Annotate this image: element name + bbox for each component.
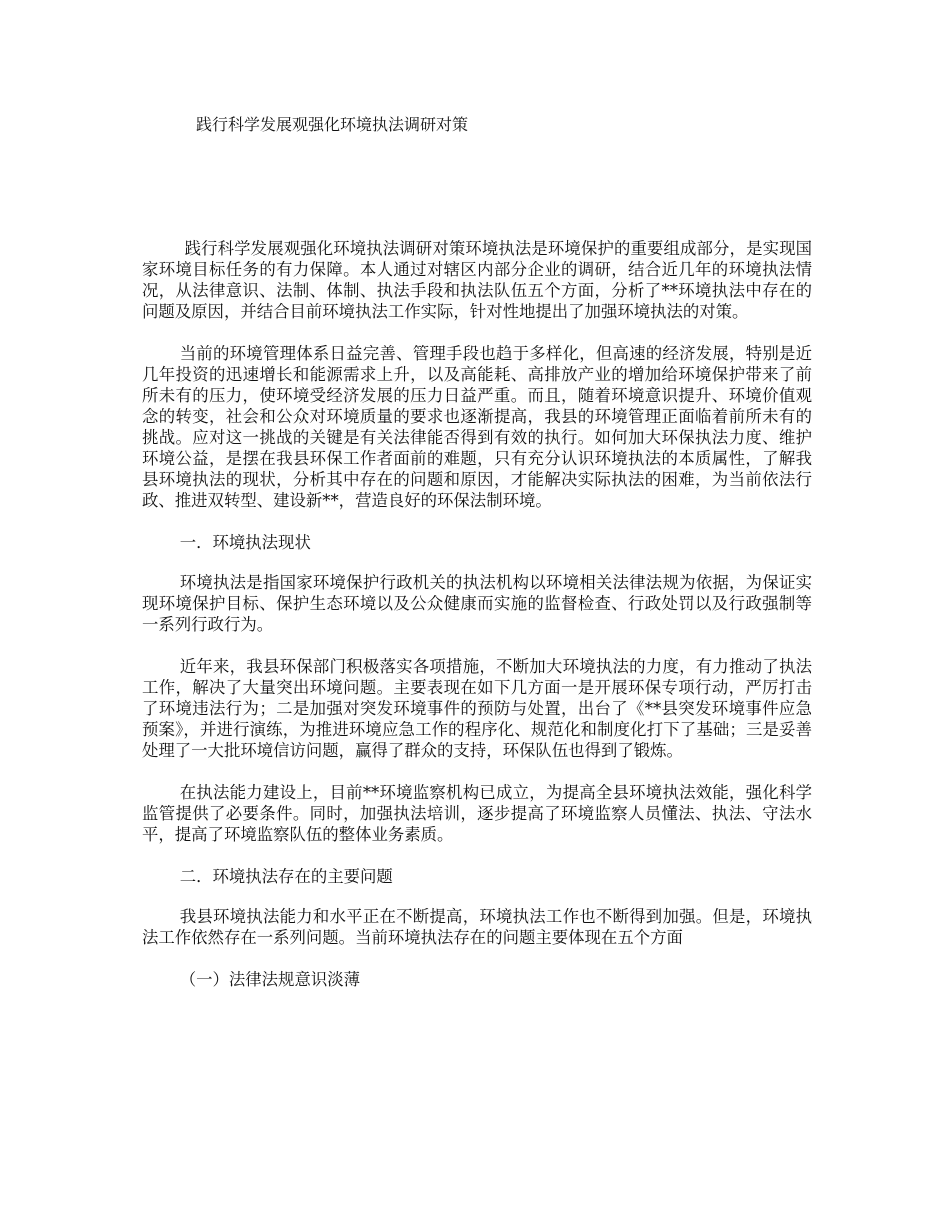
section-heading-problems: 二．环境执法存在的主要问题 [179,867,393,886]
document-title: 践行科学发展观强化环境执法调研对策 [196,115,469,134]
background-paragraph: 当前的环境管理体系日益完善、管理手段也趋于多样化，但高速的经济发展，特别是近几年投资的迅速增长和能源需求上升，以及高能耗、高排放产业的增加给环境保护带来了前所未有的压力，使环境受经济发展的压力日益严重。而且，随着环境意识提升、环境价值观念的转变，社会和公众对环境质量的要求也逐渐提高，我县的环境管理正面临着前所未有的挑战。应对这一挑战的关键是有关法律能否得到有效的执行。如何加大环保执法力度、维护环境公益，是摆在我县环保工作者面前的难题，只有充分认识环境执法的本质属性，了解我县环境执法的现状，分析其中存在的问题和原因，才能解决实际执法的困难，为当前依法行政、推进双转型、建设新**，营造良好的环保法制环境。 [142,344,812,510]
intro-paragraph: 践行科学发展观强化环境执法调研对策环境执法是环境保护的重要组成部分，是实现国家环境目标任务的有力保障。本人通过对辖区内部分企业的调研，结合近几年的环境执法情况，从法律意识、法制、体制、执法手段和执法队伍五个方面，分析了**环境执法中存在的问题及原因，并结合目前环境执法工作实际，针对性地提出了加强环境执法的对策。 [142,239,812,321]
definition-paragraph: 环境执法是指国家环境保护行政机关的执法机构以环境相关法律法规为依据，为保证实现环境保护目标、保护生态环境以及公众健康而实施的监督检查、行政处罚以及行政强制等一系列行政行为。 [142,573,812,634]
section-heading-status: 一．环境执法现状 [179,533,311,552]
achievements-paragraph: 近年来，我县环保部门积极落实各项措施，不断加大环境执法的力度，有力推动了执法工作，解决了大量突出环境问题。主要表现在如下几方面一是开展环保专项行动，严厉打击了环境违法行为；二是加强对突发环境事件的预防与处置，出台了《**县突发环境事件应急预案》，并进行演练，为推进环境应急工作的程序化、规范化和制度化打下了基础；三是妥善处理了一大批环境信访问题，赢得了群众的支持，环保队伍也得到了锻炼。 [142,657,812,760]
document-body [142,238,812,990]
problems-intro-paragraph: 我县环境执法能力和水平正在不断提高，环境执法工作也不断得到加强。但是，环境执法工作依然存在一系列问题。当前环境执法存在的问题主要体现在五个方面 [142,907,812,947]
capacity-paragraph: 在执法能力建设上，目前**环境监察机构已成立，为提高全县环境执法效能，强化科学监管提供了必要条件。同时，加强执法培训，逐步提高了环境监察人员懂法、执法、守法水平，提高了环境监察队伍的整体业务素质。 [142,783,812,844]
subsection-heading-legal-awareness: （一）法律法规意识淡薄 [179,970,361,989]
